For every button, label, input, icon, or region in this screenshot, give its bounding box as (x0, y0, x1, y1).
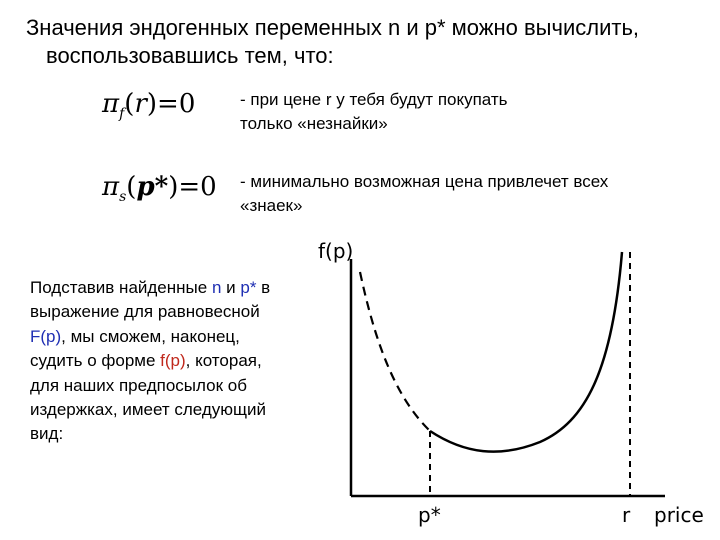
formula-pi-f-subscript: f (119, 106, 125, 122)
density-curve-solid (430, 252, 622, 452)
explanation-paragraph (30, 276, 292, 447)
explanation-part-4: , мы сможем, наконец, судить о форме (30, 326, 240, 371)
slide-heading (26, 14, 716, 70)
variable-p-star: p* (240, 278, 257, 297)
y-axis-label: f(p) (318, 239, 354, 263)
condition-note-1-line-2: только «незнайки» (240, 114, 388, 133)
heading-line-2: воспользовавшись тем, что: (46, 43, 334, 68)
x-tick-p-star: p* (418, 503, 441, 527)
explanation-part-2: и (221, 278, 236, 297)
formula-pi-s-symbol: π (102, 172, 120, 202)
condition-note-2-line-1: - минимально возможная цена привлечет всех (240, 172, 609, 191)
condition-note-1-line-1: - при цене r у тебя будут покупать (240, 90, 508, 109)
formula-pi-f-arg: r (134, 89, 147, 119)
density-graph (300, 232, 710, 532)
formula-pi-s-arg: p* (136, 172, 169, 202)
variable-n: n (211, 278, 222, 297)
function-f-p: f(p) (160, 351, 186, 371)
density-curve-dashed (360, 272, 430, 431)
formula-pi-s: $\pi_s(p*)=0$ (102, 172, 217, 205)
condition-note-2 (240, 170, 608, 218)
formula-pi-s-value: 0 (200, 172, 217, 202)
x-axis-label: price (654, 503, 704, 527)
formula-pi-f-symbol: π (102, 89, 120, 119)
formula-pi-f: $\pi_f(r)=0$ (102, 89, 196, 122)
condition-note-2-line-2: «знаек» (240, 196, 303, 215)
explanation-part-1: Подставив найденные (30, 278, 212, 297)
condition-note-1 (240, 88, 508, 136)
heading-line-1: Значения эндогенных переменных n и p* можно вычислить, (26, 15, 640, 40)
x-tick-r: r (622, 503, 631, 527)
formula-pi-s-subscript: s (119, 189, 127, 205)
formula-pi-f-value: 0 (178, 89, 196, 119)
explanation-part-3: в выражение для равновесной (30, 278, 271, 322)
function-F-p: F(p) (30, 326, 62, 346)
explanation-part-5: , которая, для наших предпосылок об издержках, имеет следующий вид: (30, 351, 267, 444)
